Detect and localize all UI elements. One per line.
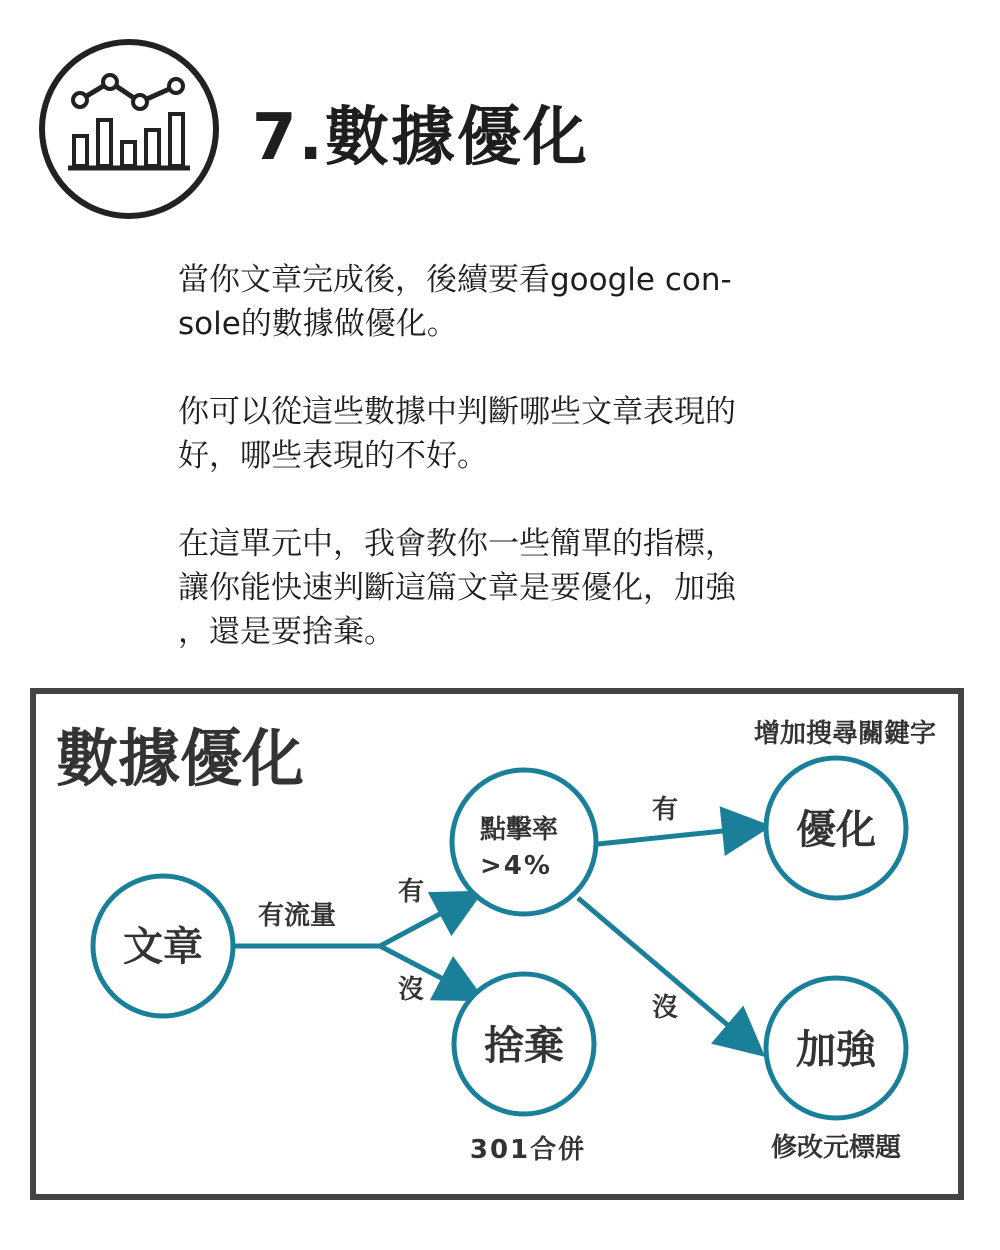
- flow-diagram: [30, 688, 964, 1200]
- body-text: [178, 258, 858, 698]
- keyword-note: 增加搜尋關鍵字: [753, 719, 936, 749]
- edge-label-no-discard: 沒: [398, 975, 425, 1005]
- discard-action-note: 301合併: [469, 1135, 587, 1165]
- node-discard-label: 捨棄: [484, 1023, 564, 1069]
- edge-label-yes-ctr: 有: [398, 877, 425, 907]
- edge-label-no-strengthen: 沒: [652, 993, 679, 1023]
- node-ctr-label-2: >4%: [480, 851, 552, 881]
- flow-diagram-svg: [30, 688, 964, 1200]
- strengthen-action-note: 修改元標題: [770, 1133, 902, 1163]
- node-ctr-label-1: 點擊率: [480, 815, 559, 845]
- diagram-title: 數據優化: [56, 722, 305, 795]
- analytics-chart-icon: [38, 38, 220, 220]
- node-article-label: 文章: [123, 924, 203, 970]
- paragraph-judge: 你可以從這些數據中判斷哪些文章表現的 好，哪些表現的不好。: [178, 394, 736, 474]
- edge-label-yes-optimize: 有: [652, 795, 679, 825]
- page-title: 7.數據優化: [252, 101, 589, 175]
- paragraph-intro: 當你文章完成後，後續要看google con- sole的數據做優化。: [178, 262, 732, 342]
- node-optimize-label: 優化: [796, 807, 876, 853]
- paragraph-unit: 在這單元中，我會教你一些簡單的指標， 讓你能快速判斷這篇文章是要優化，加強 ，還是要捨棄。: [178, 526, 736, 650]
- edge-label-has-traffic: 有流量: [258, 901, 337, 931]
- node-strengthen-label: 加強: [796, 1027, 876, 1073]
